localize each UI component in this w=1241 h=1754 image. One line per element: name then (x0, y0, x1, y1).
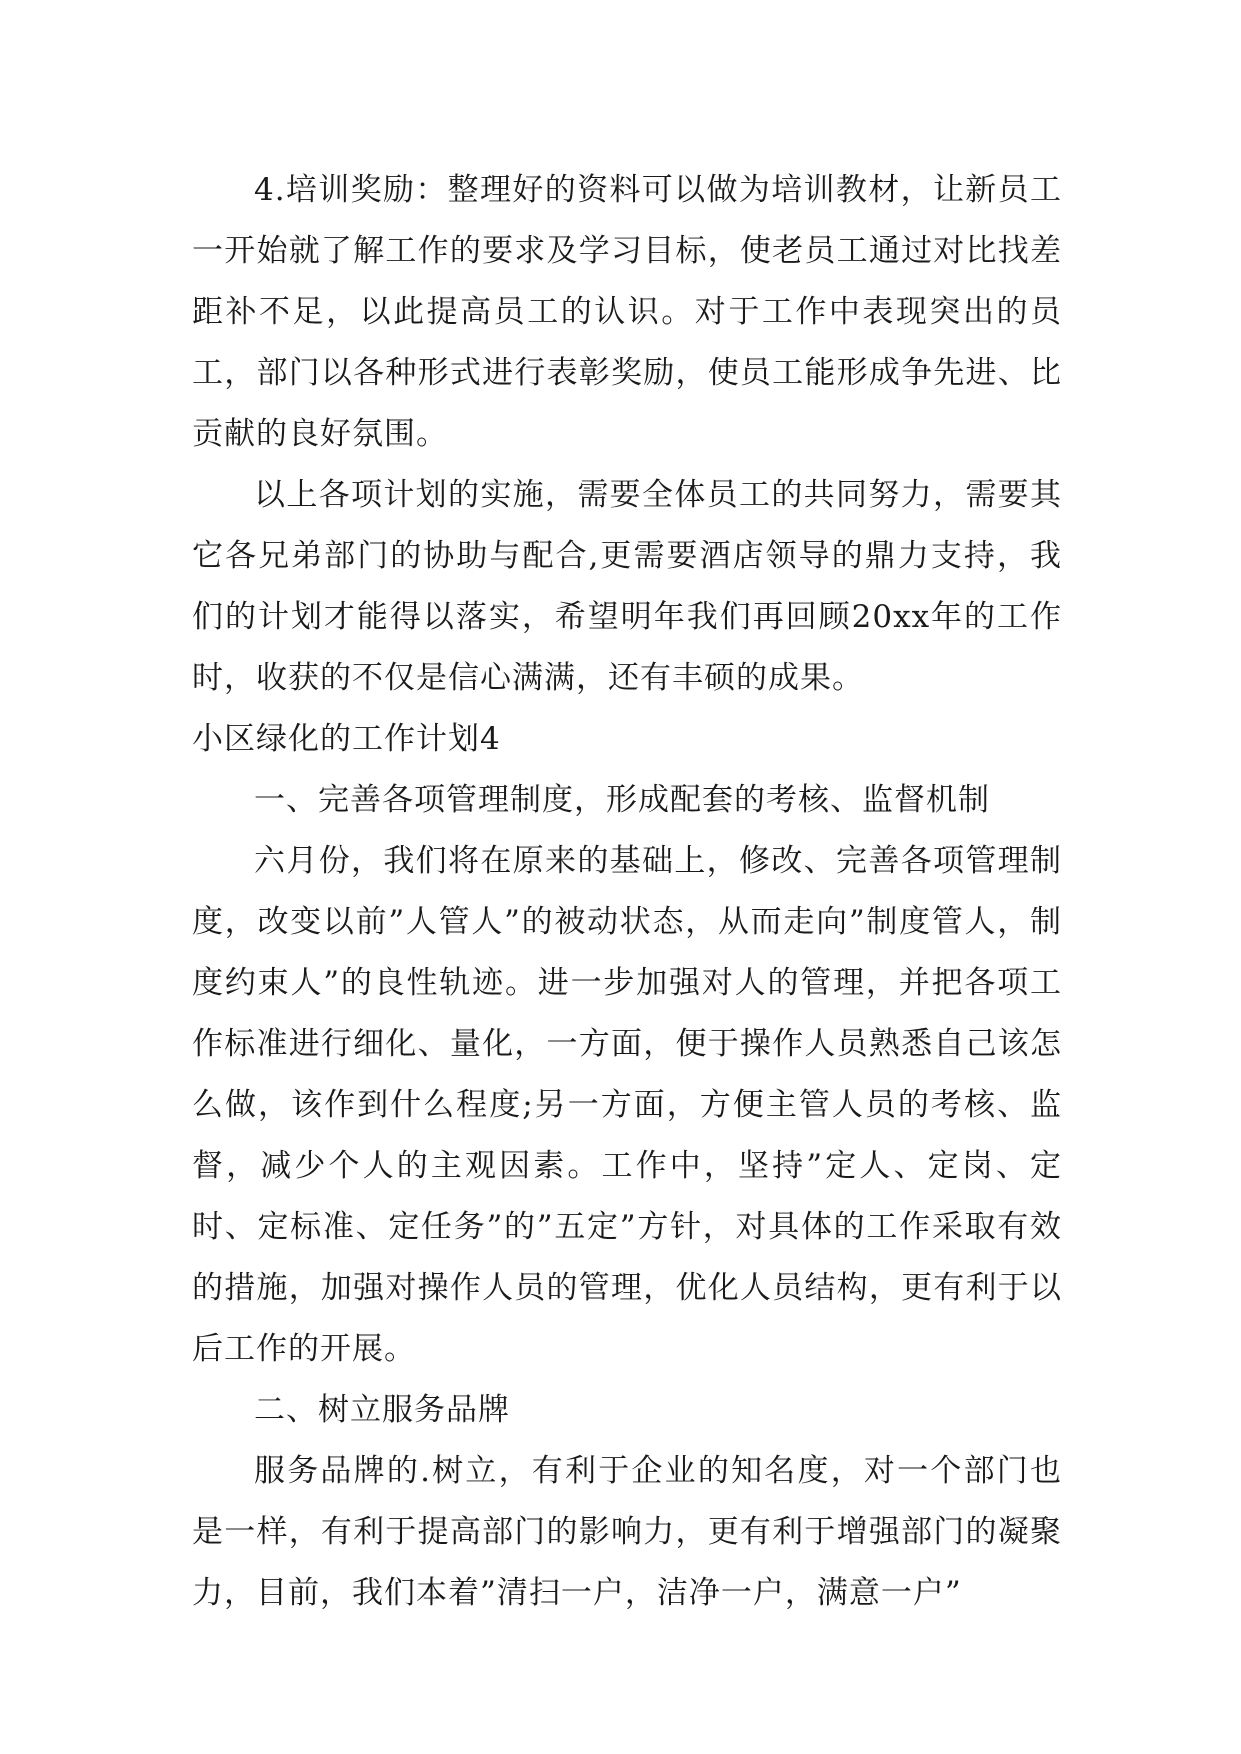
subheading-service-brand: 二、树立服务品牌 (254, 1392, 510, 1428)
document-body (192, 160, 1062, 1624)
subheading-management-system: 一、完善各项管理制度，形成配套的考核、监督机制 (254, 782, 990, 818)
paragraph-plan-implementation: 以上各项计划的实施，需要全体员工的共同努力，需要其它各兄弟部门的协助与配合,更需要酒店领导的鼎力支持，我们的计划才能得以落实，希望明年我们再回顾20xx年的工作时，收获的不仅是信心满满，还有丰硕的成果。 (192, 477, 1062, 696)
paragraph-management-details: 六月份，我们将在原来的基础上，修改、完善各项管理制度，改变以前”人管人”的被动状态，从而走向”制度管人，制度约束人”的良性轨迹。进一步加强对人的管理，并把各项工作标准进行细化、量化，一方面，便于操作人员熟悉自己该怎么做，该作到什么程度;另一方面，方便主管人员的考核、监督，减少个人的主观因素。工作中，坚持”定人、定岗、定时、定标准、定任务”的”五定”方针，对具体的工作采取有效的措施，加强对操作人员的管理，优化人员结构，更有利于以后工作的开展。 (192, 843, 1062, 1367)
paragraph-service-brand: 服务品牌的.树立，有利于企业的知名度，对一个部门也是一样，有利于提高部门的影响力，更有利于增强部门的凝聚力，目前，我们本着”清扫一户，洁净一户，满意一户” (192, 1453, 1062, 1611)
paragraph-training-reward: 4.培训奖励：整理好的资料可以做为培训教材，让新员工一开始就了解工作的要求及学习目标，使老员工通过对比找差距补不足，以此提高员工的认识。对于工作中表现突出的员工，部门以各种形式进行表彰奖励，使员工能形成争先进、比贡献的良好氛围。 (192, 172, 1062, 452)
section-heading: 小区绿化的工作计划4 (192, 721, 501, 757)
